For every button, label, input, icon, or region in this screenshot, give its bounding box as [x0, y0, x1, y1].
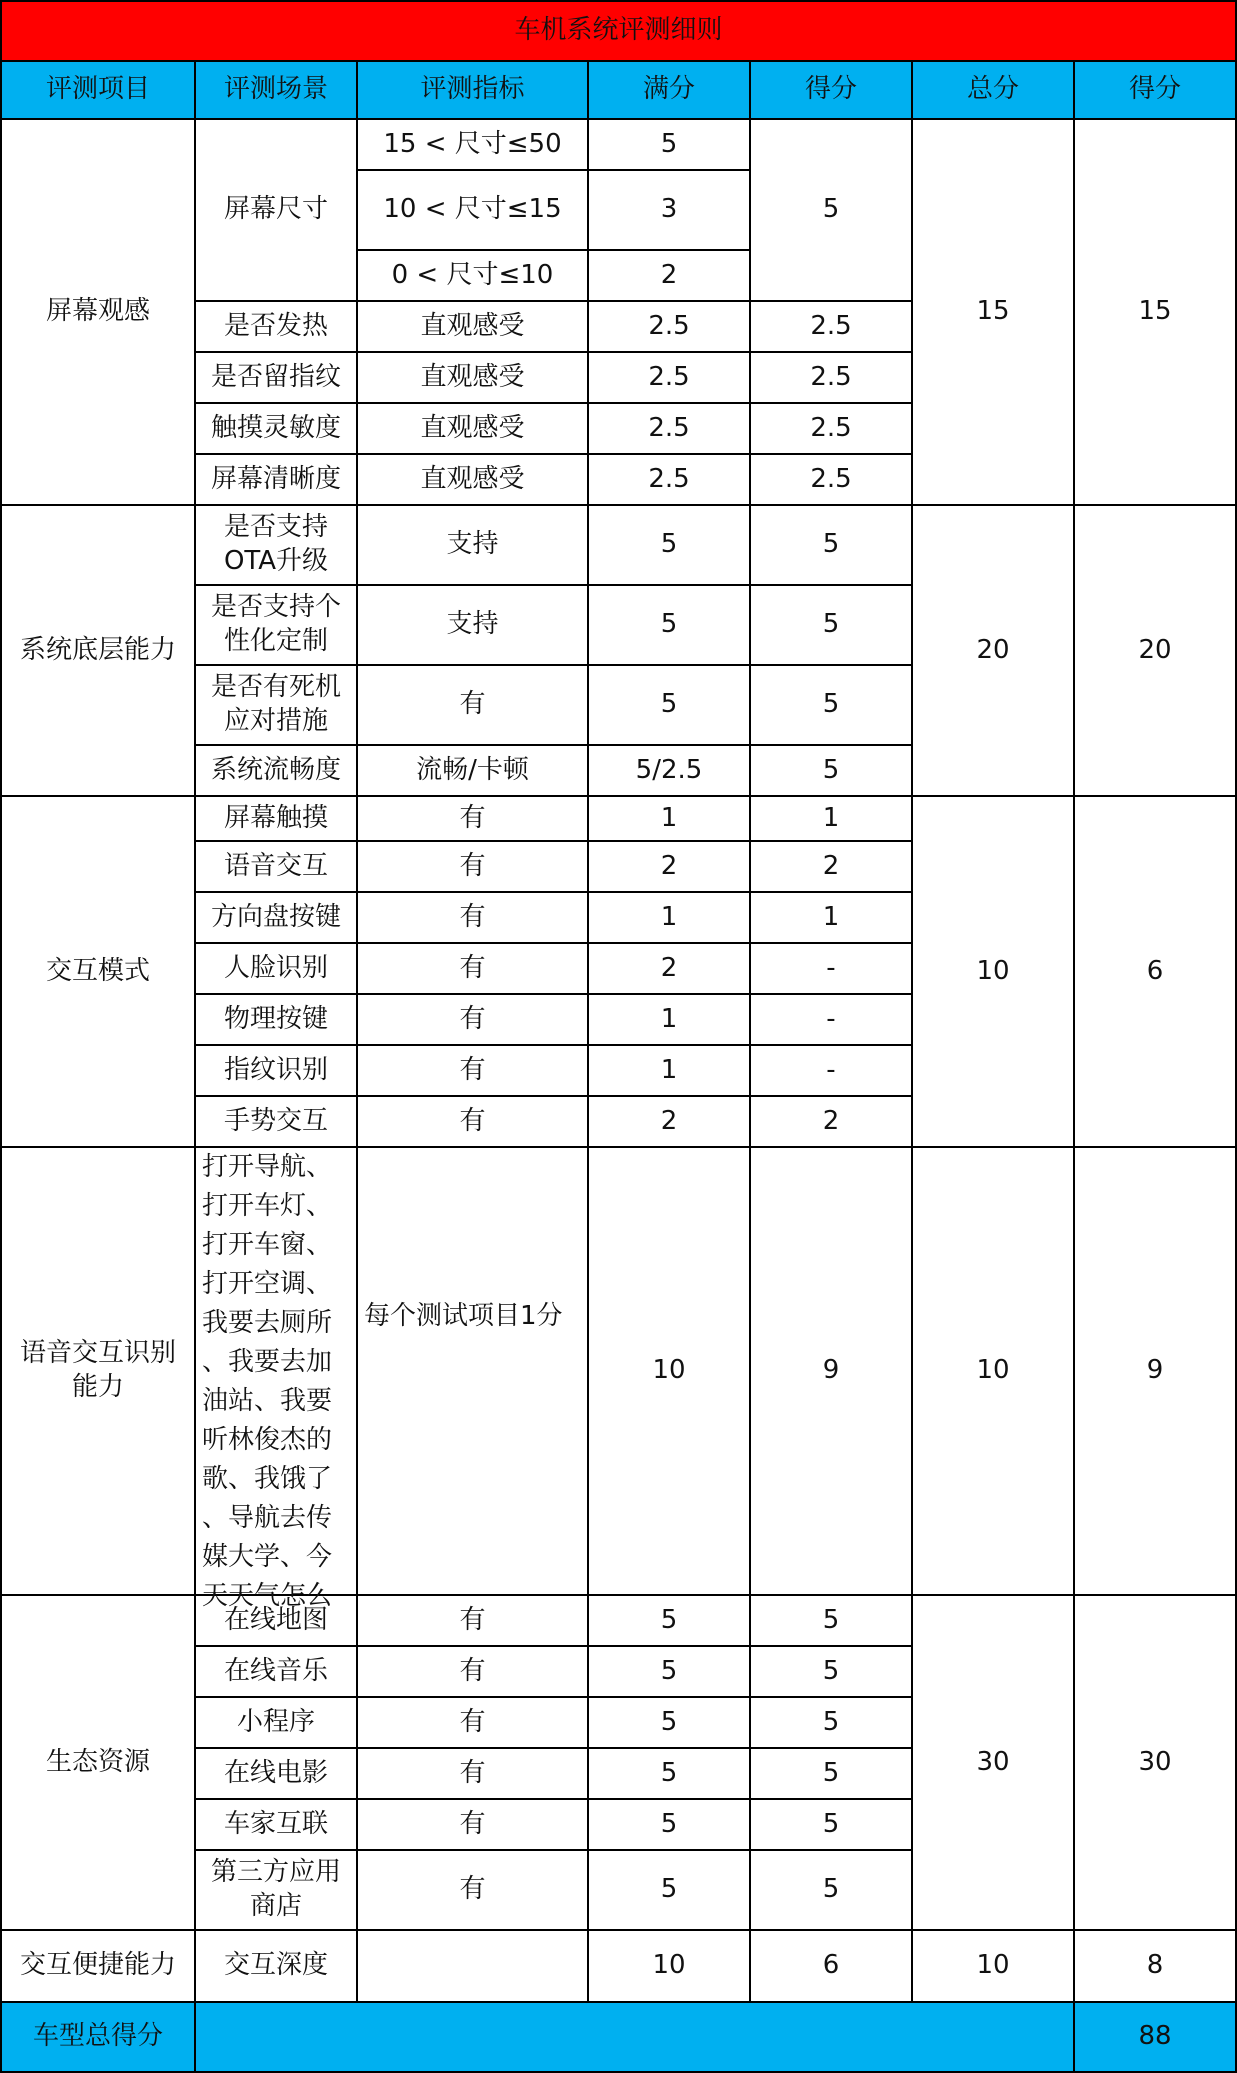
- scene-cell: [195, 1147, 357, 1611]
- full-score-cell: 5: [588, 1850, 750, 1930]
- full-score-cell: 5: [588, 1799, 750, 1850]
- total-score-cell: 8: [1074, 1930, 1236, 2002]
- indicator-cell: [357, 1930, 588, 2002]
- scene-cell: 是否有死机应对措施: [195, 665, 357, 745]
- indicator-cell: 有: [357, 1799, 588, 1850]
- table-row: [1, 1147, 1236, 1595]
- full-score-cell: 1: [588, 994, 750, 1045]
- table-row: [1, 119, 1236, 170]
- full-score-cell: 2.5: [588, 352, 750, 403]
- full-score-cell: 2.5: [588, 301, 750, 352]
- table-row: [1, 1595, 1236, 1646]
- voice-command-line: 、我要去加: [202, 1347, 333, 1377]
- indicator-cell: 每个测试项目1分: [357, 1147, 588, 1595]
- indicator-cell: 有: [357, 1045, 588, 1096]
- scene-cell: 交互深度: [195, 1930, 357, 2002]
- table-row: [1, 505, 1236, 585]
- score-cell: 2.5: [750, 403, 912, 454]
- total-score-cell: 9: [1074, 1147, 1236, 1595]
- header-score: 得分: [750, 61, 912, 119]
- footer-total: 88: [1074, 2002, 1236, 2072]
- score-cell: 2.5: [750, 352, 912, 403]
- indicator-cell: 有: [357, 943, 588, 994]
- score-cell: 2.5: [750, 454, 912, 505]
- indicator-cell: 直观感受: [357, 352, 588, 403]
- voice-command-line: 打开车灯、: [202, 1191, 333, 1221]
- score-cell: 5: [750, 1646, 912, 1697]
- total-score-cell: 20: [1074, 505, 1236, 796]
- total-cell: 20: [912, 505, 1074, 796]
- full-score-cell: 2.5: [588, 403, 750, 454]
- indicator-cell: 有: [357, 796, 588, 841]
- scene-cell: 在线音乐: [195, 1646, 357, 1697]
- score-cell: 5: [750, 1850, 912, 1930]
- score-cell: 5: [750, 505, 912, 585]
- voice-command-line: 天天气怎么: [202, 1581, 333, 1611]
- scene-cell: 是否留指纹: [195, 352, 357, 403]
- scene-cell: 语音交互: [195, 841, 357, 892]
- header-row: [1, 61, 1236, 119]
- score-cell: 5: [750, 585, 912, 665]
- indicator-cell: 有: [357, 1595, 588, 1646]
- scene-cell: 系统流畅度: [195, 745, 357, 796]
- indicator-cell: 直观感受: [357, 301, 588, 352]
- header-item: 评测项目: [1, 61, 195, 119]
- indicator-cell: 流畅/卡顿: [357, 745, 588, 796]
- indicator-cell: 15 < 尺寸≤50: [357, 119, 588, 170]
- scene-cell: 方向盘按键: [195, 892, 357, 943]
- voice-command-line: 打开空调、: [202, 1269, 333, 1299]
- indicator-cell: 支持: [357, 505, 588, 585]
- scene-cell: 触摸灵敏度: [195, 403, 357, 454]
- total-score-cell: 15: [1074, 119, 1236, 505]
- indicator-cell: 支持: [357, 585, 588, 665]
- scene-cell: 小程序: [195, 1697, 357, 1748]
- scene-cell: 在线电影: [195, 1748, 357, 1799]
- scene-cell: 屏幕清晰度: [195, 454, 357, 505]
- score-cell: 5: [750, 1799, 912, 1850]
- voice-command-line: 油站、我要: [202, 1386, 333, 1416]
- indicator-cell: 有: [357, 1646, 588, 1697]
- table-row: [1, 796, 1236, 841]
- header-total: 总分: [912, 61, 1074, 119]
- scene-cell: 指纹识别: [195, 1045, 357, 1096]
- header-indicator: 评测指标: [357, 61, 588, 119]
- score-cell: 5: [750, 1748, 912, 1799]
- full-score-cell: 1: [588, 1045, 750, 1096]
- scene-cell: 是否发热: [195, 301, 357, 352]
- item-cell: 系统底层能力: [1, 505, 195, 796]
- item-cell: 语音交互识别能力: [1, 1147, 195, 1595]
- score-cell: 1: [750, 796, 912, 841]
- item-cell: 生态资源: [1, 1595, 195, 1930]
- scene-cell: 第三方应用商店: [195, 1850, 357, 1930]
- header-scene: 评测场景: [195, 61, 357, 119]
- total-score-cell: 30: [1074, 1595, 1236, 1930]
- score-cell: 9: [750, 1147, 912, 1595]
- table-title: 车机系统评测细则: [1, 1, 1236, 61]
- scene-cell: 车家互联: [195, 1799, 357, 1850]
- header-total-score: 得分: [1074, 61, 1236, 119]
- indicator-cell: 有: [357, 841, 588, 892]
- score-cell: 6: [750, 1930, 912, 2002]
- indicator-cell: 有: [357, 1850, 588, 1930]
- indicator-cell: 直观感受: [357, 403, 588, 454]
- full-score-cell: 5: [588, 1595, 750, 1646]
- full-score-cell: 2: [588, 841, 750, 892]
- indicator-cell: 有: [357, 665, 588, 745]
- scene-cell: 在线地图: [195, 1595, 357, 1646]
- scene-cell: 是否支持OTA升级: [195, 505, 357, 585]
- indicator-cell: 直观感受: [357, 454, 588, 505]
- full-score-cell: 2: [588, 943, 750, 994]
- item-cell: 交互模式: [1, 796, 195, 1147]
- voice-command-line: 打开导航、: [202, 1152, 333, 1182]
- voice-command-line: 、导航去传: [202, 1503, 333, 1533]
- total-cell: 10: [912, 1930, 1074, 2002]
- score-cell: 2: [750, 1096, 912, 1147]
- full-score-cell: 2: [588, 1096, 750, 1147]
- score-cell: 5: [750, 745, 912, 796]
- full-score-cell: 2: [588, 250, 750, 301]
- voice-command-line: 歌、我饿了: [202, 1464, 333, 1494]
- total-score-cell: 6: [1074, 796, 1236, 1147]
- full-score-cell: 5: [588, 1697, 750, 1748]
- scene-cell: 人脸识别: [195, 943, 357, 994]
- full-score-cell: 2.5: [588, 454, 750, 505]
- voice-commands: [202, 1148, 350, 1611]
- indicator-cell: 有: [357, 1748, 588, 1799]
- scene-cell: 屏幕尺寸: [195, 119, 357, 301]
- scene-cell: 是否支持个性化定制: [195, 585, 357, 665]
- indicator-cell: 有: [357, 1096, 588, 1147]
- full-score-cell: 5: [588, 665, 750, 745]
- voice-command-line: 听林俊杰的: [202, 1425, 333, 1455]
- scene-cell: 屏幕触摸: [195, 796, 357, 841]
- full-score-cell: 3: [588, 170, 750, 250]
- total-cell: 30: [912, 1595, 1074, 1930]
- table-row: [1, 1930, 1236, 2002]
- voice-command-line: 打开车窗、: [202, 1230, 333, 1260]
- scene-cell: 物理按键: [195, 994, 357, 1045]
- full-score-cell: 5: [588, 585, 750, 665]
- score-cell: 2: [750, 841, 912, 892]
- full-score-cell: 5: [588, 1748, 750, 1799]
- full-score-cell: 5: [588, 505, 750, 585]
- score-cell: 2.5: [750, 301, 912, 352]
- scene-cell: 手势交互: [195, 1096, 357, 1147]
- full-score-cell: 5: [588, 1646, 750, 1697]
- indicator-cell: 0 < 尺寸≤10: [357, 250, 588, 301]
- footer-row: [1, 2002, 1236, 2072]
- item-cell: 交互便捷能力: [1, 1930, 195, 2002]
- footer-label: 车型总得分: [1, 2002, 195, 2072]
- score-cell: -: [750, 994, 912, 1045]
- full-score-cell: 1: [588, 796, 750, 841]
- voice-command-line: 我要去厕所: [202, 1308, 333, 1338]
- item-cell: 屏幕观感: [1, 119, 195, 505]
- voice-command-line: 媒大学、今: [202, 1542, 333, 1572]
- total-cell: 10: [912, 796, 1074, 1147]
- score-cell: 5: [750, 665, 912, 745]
- full-score-cell: 10: [588, 1147, 750, 1595]
- full-score-cell: 10: [588, 1930, 750, 2002]
- score-cell: 5: [750, 1697, 912, 1748]
- indicator-cell: 10 < 尺寸≤15: [357, 170, 588, 250]
- header-full-score: 满分: [588, 61, 750, 119]
- total-cell: 10: [912, 1147, 1074, 1595]
- full-score-cell: 5/2.5: [588, 745, 750, 796]
- score-cell: -: [750, 943, 912, 994]
- indicator-cell: 有: [357, 1697, 588, 1748]
- indicator-cell: 有: [357, 892, 588, 943]
- indicator-cell: 有: [357, 994, 588, 1045]
- score-cell: 5: [750, 1595, 912, 1646]
- total-cell: 15: [912, 119, 1074, 505]
- score-cell: 1: [750, 892, 912, 943]
- full-score-cell: 1: [588, 892, 750, 943]
- full-score-cell: 5: [588, 119, 750, 170]
- score-cell: -: [750, 1045, 912, 1096]
- footer-spacer: [195, 2002, 1074, 2072]
- score-cell: 5: [750, 119, 912, 301]
